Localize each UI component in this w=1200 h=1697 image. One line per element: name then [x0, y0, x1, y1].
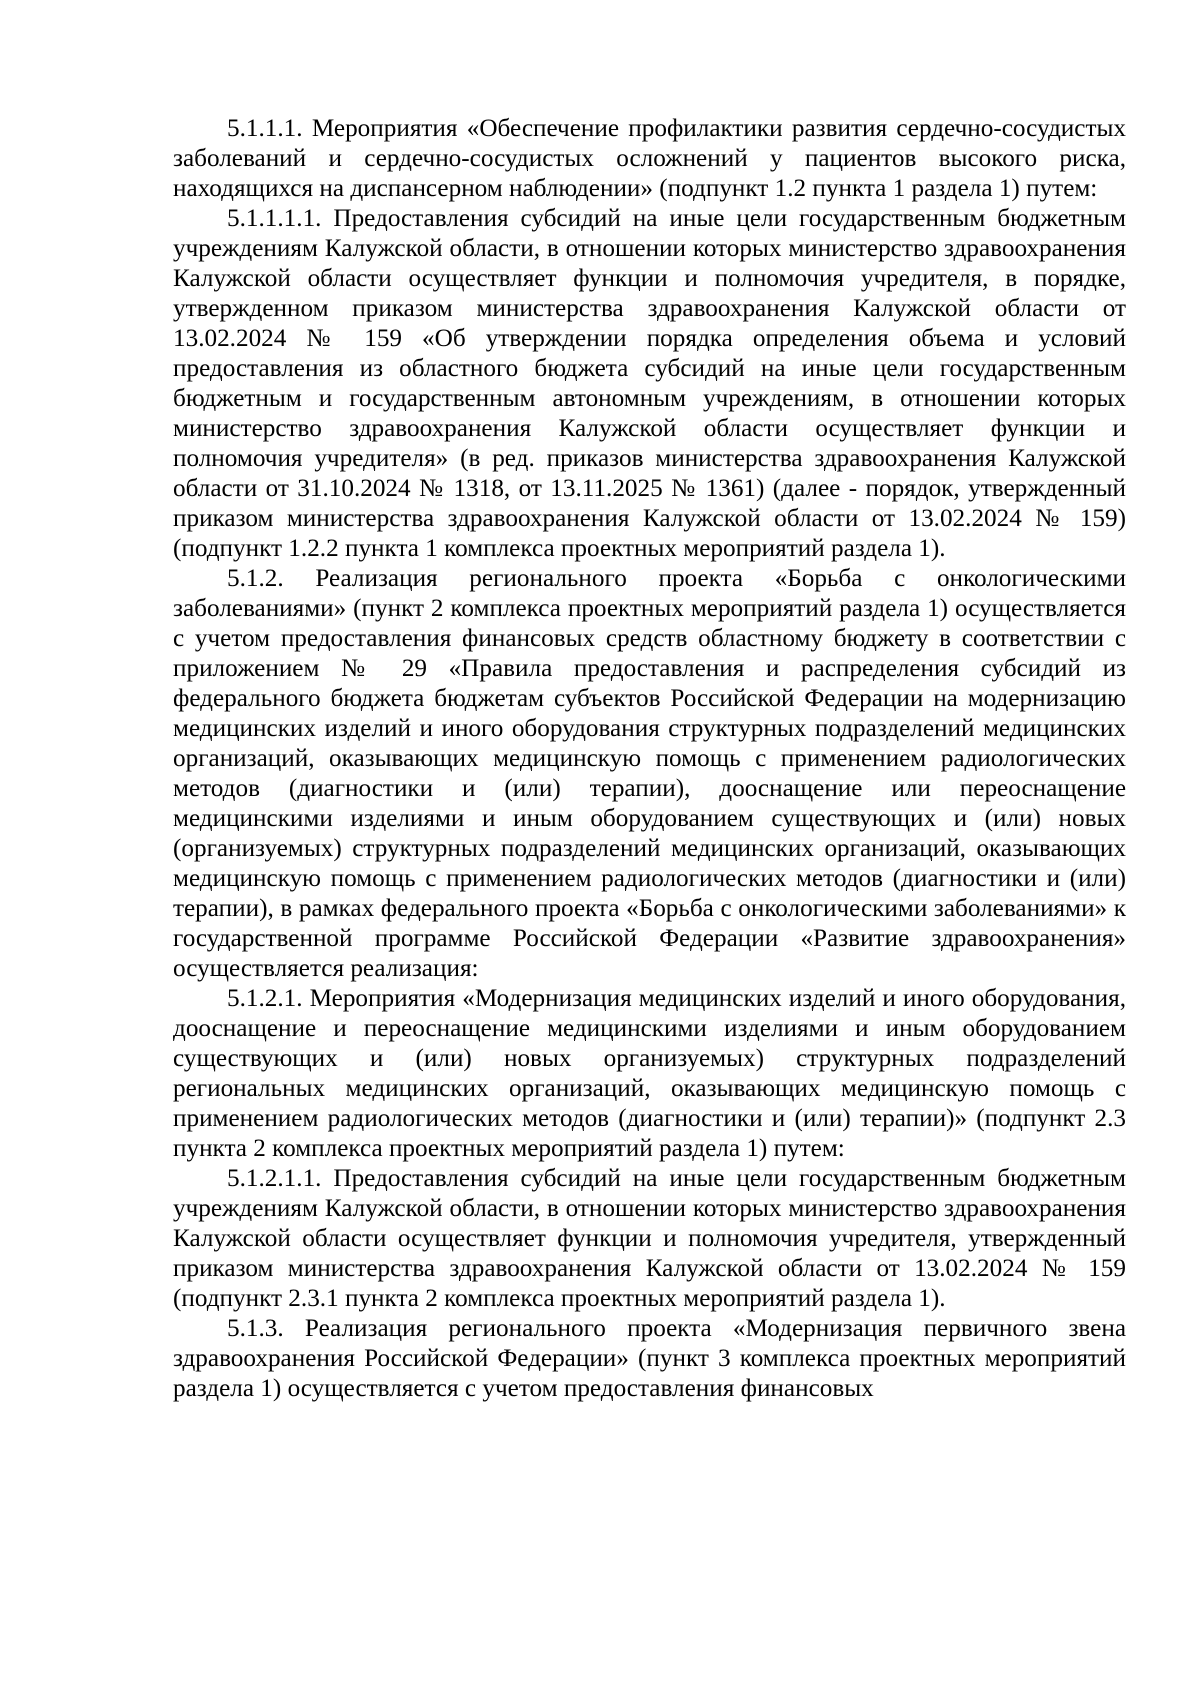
paragraph-5-1-2: 5.1.2. Реализация регионального проекта «Борьба с онкологическими заболеваниями» (пункт 2 комплекса проектных мероприятий раздела 1) осуществляется с учетом предоставления финансовых средств областному бюджету в соответствии с приложением № 29 «Правила предоставления и распределения субсидий из федерального бюджета бюджетам субъектов Российской Федерации на модернизацию медицинских изделий и иного оборудования структурных подразделений медицинских организаций, оказывающих медицинскую помощь с применением радиологических методов (диагностики и (или) терапии), дооснащение или переоснащение медицинскими изделиями и иным оборудованием существующих и (или) новых (организуемых) структурных подразделений медицинских организаций, оказывающих медицинскую помощь с применением радиологических методов (диагностики и (или) терапии), в рамках федерального проекта «Борьба с онкологическими заболеваниями» к государственной программе Российской Федерации «Развитие здравоохранения» осуществляется реализация: [173, 565, 1126, 982]
paragraph-5-1-2-1-1: 5.1.2.1.1. Предоставления субсидий на иные цели государственным бюджетным учреждениям Калужской области, в отношении которых министерство здравоохранения Калужской области осуществляет функции и полномочия учредителя, утвержденный приказом министерства здравоохранения Калужской области от 13.02.2024 № 159 (подпункт 2.3.1 пункта 2 комплекса проектных мероприятий раздела 1). [173, 1165, 1126, 1312]
paragraph-5-1-1-1: 5.1.1.1. Мероприятия «Обеспечение профилактики развития сердечно-сосудистых заболеваний и сердечно-сосудистых осложнений у пациентов высокого риска, находящихся на диспансерном наблюдении» (подпункт 1.2 пункта 1 раздела 1) путем: [173, 115, 1126, 202]
paragraph-5-1-3: 5.1.3. Реализация регионального проекта «Модернизация первичного звена здравоохранения Российской Федерации» (пункт 3 комплекса проектных мероприятий раздела 1) осуществляется с учетом предоставления финансовых [173, 1315, 1126, 1402]
document-body [173, 114, 1126, 1404]
paragraph-5-1-1-1-1: 5.1.1.1.1. Предоставления субсидий на иные цели государственным бюджетным учреждениям Калужской области, в отношении которых министерство здравоохранения Калужской области осуществляет функции и полномочия учредителя, в порядке, утвержденном приказом министерства здравоохранения Калужской области от 13.02.2024 № 159 «Об утверждении порядка определения объема и условий предоставления из областного бюджета субсидий на иные цели государственным бюджетным и государственным автономным учреждениям, в отношении которых министерство здравоохранения Калужской области осуществляет функции и полномочия учредителя» (в ред. приказов министерства здравоохранения Калужской области от 31.10.2024 № 1318, от 13.11.2025 № 1361) (далее - порядок, утвержденный приказом министерства здравоохранения Калужской области от 13.02.2024 № 159) (подпункт 1.2.2 пункта 1 комплекса проектных мероприятий раздела 1). [173, 205, 1126, 562]
paragraph-5-1-2-1: 5.1.2.1. Мероприятия «Модернизация медицинских изделий и иного оборудования, дооснащение и переоснащение медицинскими изделиями и иным оборудованием существующих и (или) новых организуемых) структурных подразделений региональных медицинских организаций, оказывающих медицинскую помощь с применением радиологических методов (диагностики и (или) терапии)» (подпункт 2.3 пункта 2 комплекса проектных мероприятий раздела 1) путем: [173, 985, 1126, 1162]
